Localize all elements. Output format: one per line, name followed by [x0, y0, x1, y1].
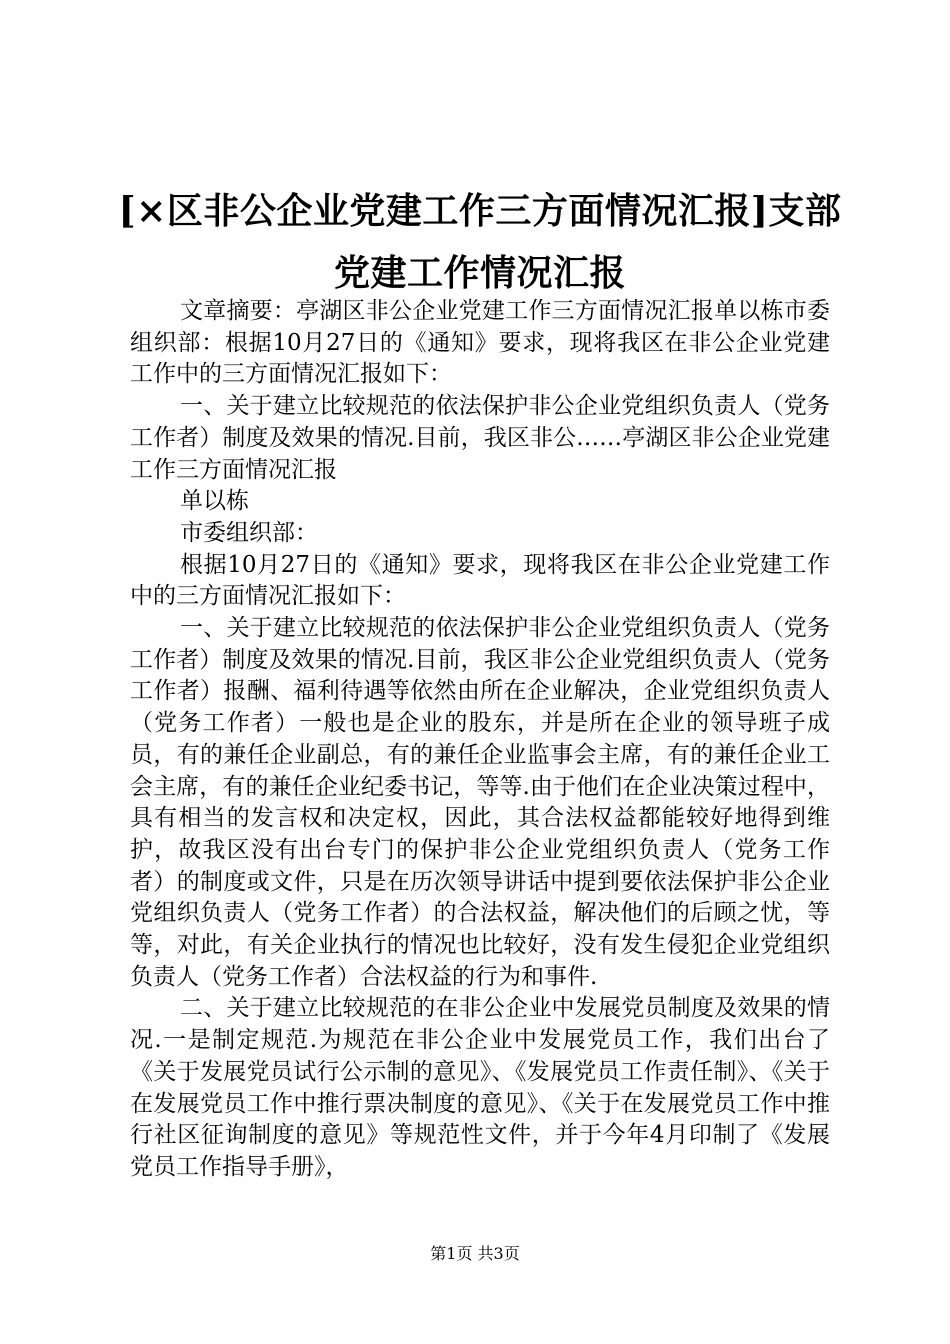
author-line: 单以栋 — [180, 488, 249, 515]
section-two-paragraph: 二、关于建立比较规范的在非公企业中发展党员制度及效果的情况.一是制定规范.为规范在非公企业中发展党员工作，我们出台了《关于发展党员试行公示制的意见》、《发展党员工作责任制》、《关于在发展党员工作中推行票决制度的意见》、《关于在发展党员工作中推行社区征询制度的意见》等规范性文件，并于今年4月印制了《发展党员工作指导手册》， — [130, 995, 830, 1180]
intro-paragraph: 根据10月27日的《通知》要求，现将我区在非公企业党建工作中的三方面情况汇报如下： — [130, 551, 830, 610]
document-title — [100, 180, 860, 304]
recipient-line: 市委组织部： — [180, 519, 318, 546]
document-title-line-1: [×区非公企业党建工作三方面情况汇报]支部 — [118, 190, 842, 232]
page-footer: 第1页 共3页 — [430, 1244, 520, 1263]
document-body — [130, 296, 830, 1184]
abstract-section-one-paragraph: 一、关于建立比较规范的依法保护非公企业党组织负责人（党务工作者）制度及效果的情况.目前，我区非公……亭湖区非公企业党建工作三方面情况汇报 — [130, 393, 830, 483]
document-title-line-2: 党建工作情况汇报 — [333, 252, 626, 294]
abstract-paragraph: 文章摘要：亭湖区非公企业党建工作三方面情况汇报单以栋市委组织部：根据10月27日的《通知》要求，现将我区在非公企业党建工作中的三方面情况汇报如下： — [130, 298, 830, 388]
section-one-paragraph: 一、关于建立比较规范的依法保护非公企业党组织负责人（党务工作者）制度及效果的情况.目前，我区非公企业党组织负责人（党务工作者）报酬、福利待遇等依然由所在企业解决，企业党组织负责人（党务工作者）一般也是企业的股东，并是所在企业的领导班子成员，有的兼任企业副总，有的兼任企业监事会主席，有的兼任企业工会主席，有的兼任企业纪委书记，等等.由于他们在企业决策过程中，具有相当的发言权和决定权，因此，其合法权益都能较好地得到维护，故我区没有出台专门的保护非公企业党组织负责人（党务工作者）的制度或文件，只是在历次领导讲话中提到要依法保护非公企业党组织负责人（党务工作者）的合法权益，解决他们的后顾之忧，等等，对此，有关企业执行的情况也比较好，没有发生侵犯企业党组织负责人（党务工作者）合法权益的行为和事件. — [130, 615, 830, 990]
